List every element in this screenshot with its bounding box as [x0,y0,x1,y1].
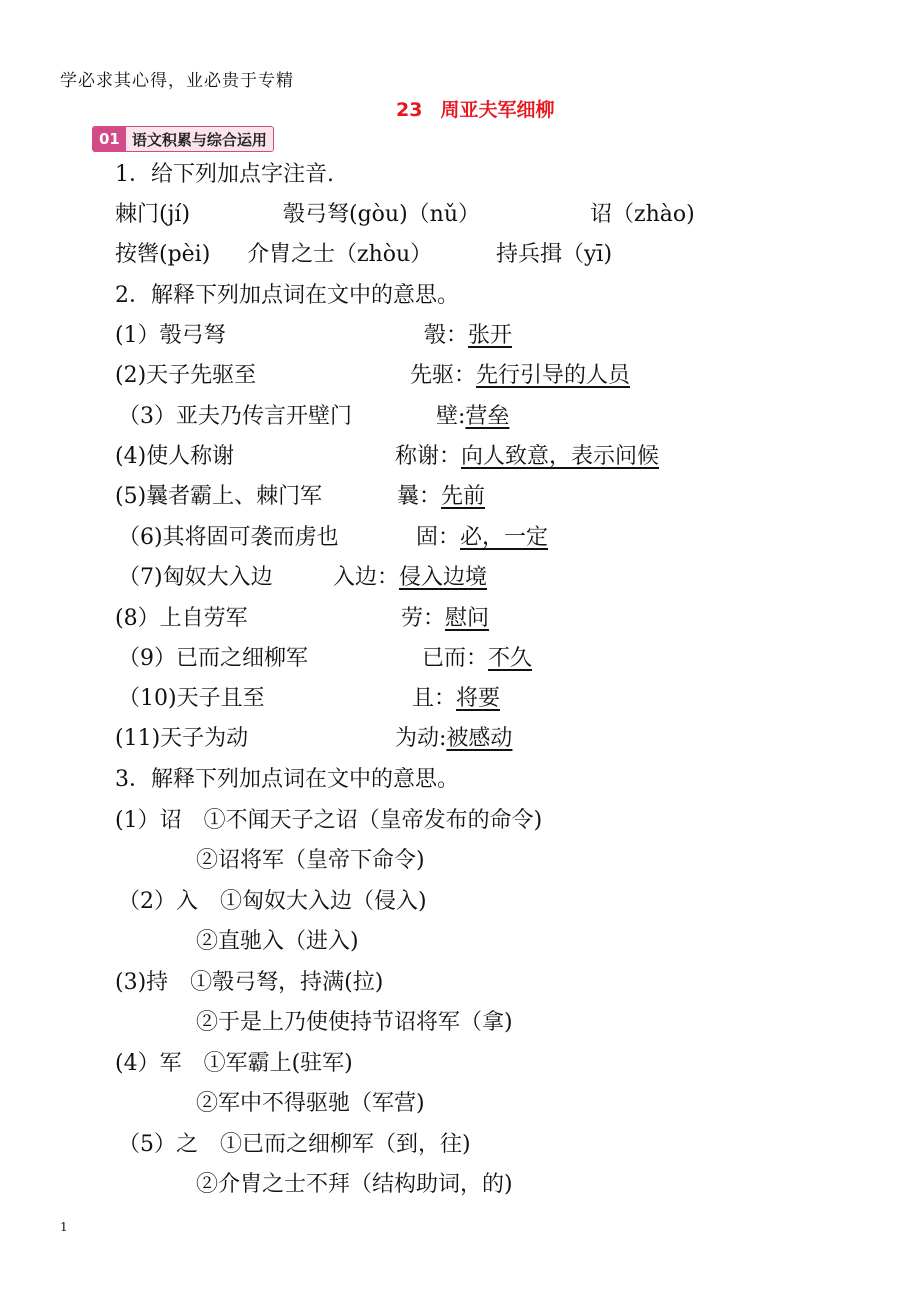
q2-answer: 必，一定 [460,525,549,550]
q2-key: 彀： [424,323,469,348]
q2-title: 2．解释下列加点词在文中的意思。 [115,283,459,308]
q2-key: 且： [412,686,457,711]
q2-key: 称谢： [395,444,462,469]
q2-answer-line [333,563,487,593]
q1-item: 棘门(jí) [115,202,191,227]
q1-item: 诏（zhào) [590,202,695,227]
q3-line: (4）军 ①军霸上(驻军) [115,1051,353,1076]
q2-key: 为动: [395,726,447,751]
q1-item: 彀弓弩(gòu)（nǔ） [283,202,481,227]
q2-phrase: (5)曩者霸上、棘门军 [115,484,323,509]
q1-item: 按辔(pèi) [115,242,211,267]
q3-line: ②介胄之士不拜（结构助词，的) [196,1172,513,1197]
q2-key: 入边： [333,565,400,590]
q2-answer: 先前 [441,484,486,509]
q2-phrase: （3）亚夫乃传言开壁门 [118,404,352,429]
q2-answer-line [416,523,548,553]
page-number: 1 [60,1220,68,1234]
q3-line: ②于是上乃使使持节诏将军（拿) [196,1010,513,1035]
q2-answer-line [422,644,532,674]
q2-answer-line [395,442,659,472]
lesson-title [396,95,554,122]
section-number: 01 [93,127,126,151]
q2-answer: 营垒 [465,404,510,429]
q2-key: 固： [416,525,461,550]
q2-key: 曩： [397,484,442,509]
q2-phrase: (2)天子先驱至 [115,363,257,388]
q2-phrase: (11)天子为动 [115,726,249,751]
q1-item: 持兵揖（yī) [496,242,613,267]
q2-phrase: （7)匈奴大入边 [118,565,273,590]
q3-line: ②直驰入（进入) [196,929,359,954]
q2-phrase: （10)天子且至 [118,686,265,711]
q2-answer: 张开 [468,323,513,348]
q2-answer-line [410,361,630,391]
q2-answer: 不久 [488,646,533,671]
q2-answer-line [395,724,512,754]
q3-line: （5）之 ①已而之细柳军（到，往) [118,1132,471,1157]
q2-answer-line [424,321,512,351]
q2-key: 已而： [422,646,489,671]
q2-answer: 先行引导的人员 [476,363,631,388]
q3-line: (3)持 ①彀弓弩，持满(拉) [115,970,384,995]
q2-answer-line [397,482,485,512]
q3-line: ②诏将军（皇帝下命令) [196,848,425,873]
q2-phrase: (1）彀弓弩 [115,323,226,348]
q2-phrase: （9）已而之细柳军 [118,646,308,671]
q2-answer: 慰问 [445,606,490,631]
q2-answer: 被感动 [446,726,513,751]
q2-key: 先驱： [410,363,477,388]
q1-title: 1．给下列加点字注音. [115,162,334,187]
q2-key: 劳： [401,606,446,631]
section-label: 语文积累与综合运用 [126,127,273,151]
section-tag [92,126,274,152]
q1-item: 介胄之士（zhòu） [247,242,433,267]
lesson-number: 23 [396,99,423,121]
q2-phrase: （6)其将固可袭而虏也 [118,525,339,550]
q2-answer: 向人致意，表示问候 [461,444,660,469]
q2-answer-line [412,684,500,714]
q3-line: （2）入 ①匈奴大入边（侵入) [118,889,427,914]
q2-phrase: (8）上自劳军 [115,606,248,631]
q2-key: 壁: [436,404,466,429]
q2-answer-line [401,604,489,634]
lesson-name: 周亚夫军细柳 [440,99,555,121]
header-motto: 学必求其心得，业必贵于专精 [60,71,294,91]
q2-answer-line [436,402,509,432]
q2-answer: 侵入边境 [399,565,488,590]
q2-phrase: (4)使人称谢 [115,444,235,469]
q3-line: ②军中不得驱驰（军营) [196,1091,425,1116]
q3-title: 3．解释下列加点词在文中的意思。 [115,767,459,792]
q2-answer: 将要 [456,686,501,711]
q3-line: (1）诏 ①不闻天子之诏（皇帝发布的命令) [115,808,543,833]
